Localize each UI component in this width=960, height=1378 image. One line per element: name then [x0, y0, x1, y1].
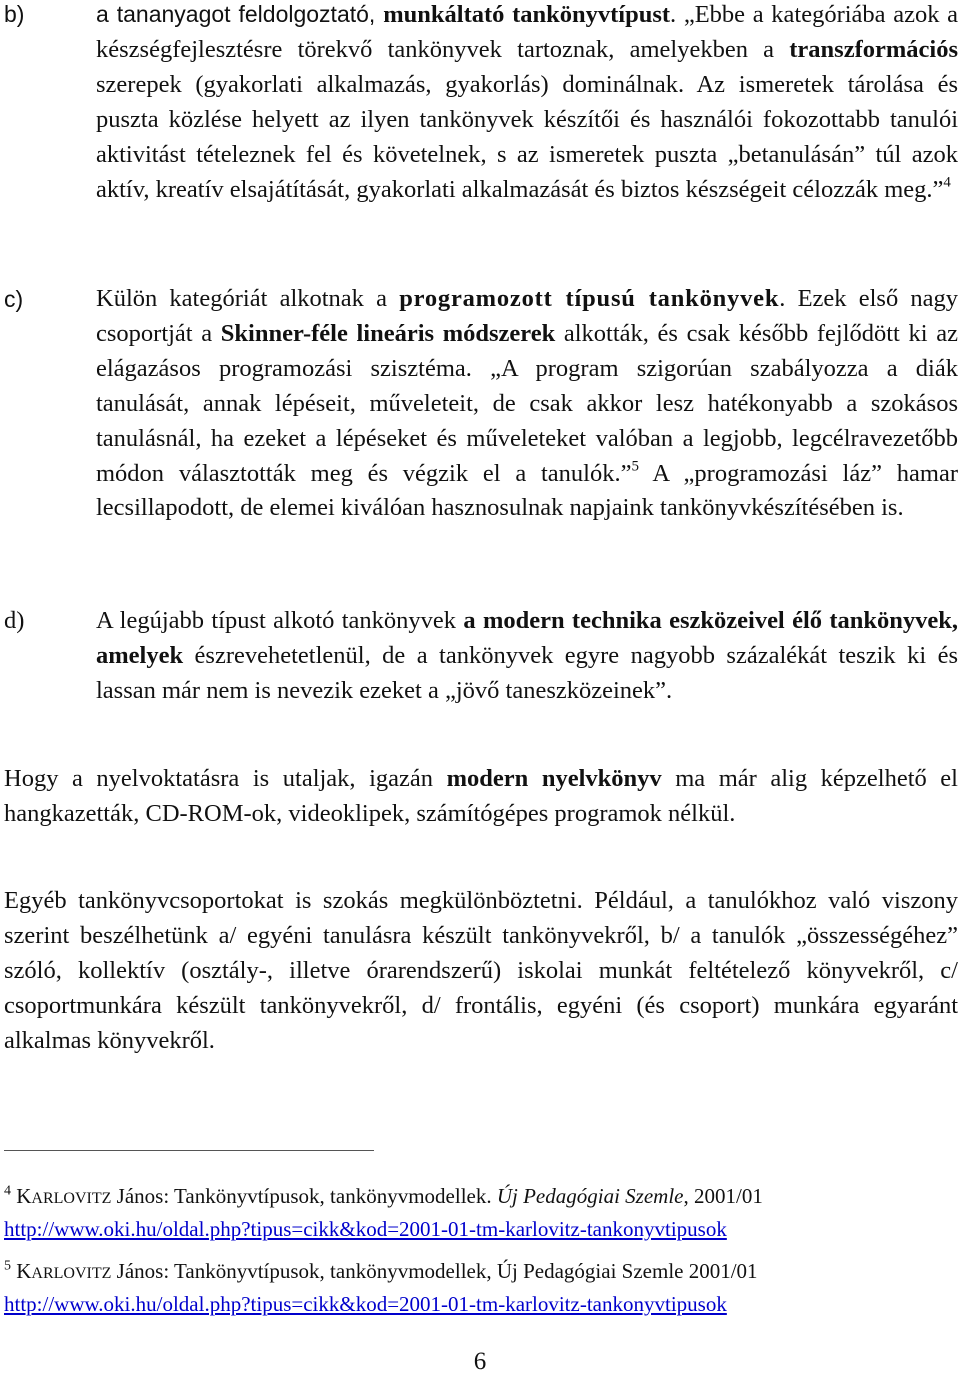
list-item-b-text: [96, 0, 958, 207]
footnote-5-number: 5: [4, 1258, 11, 1274]
list-item-b-emphasis: munkáltató tankönyvtípust: [383, 1, 671, 28]
paragraph-1-emphasis: modern nyelvkönyv: [446, 765, 662, 792]
list-marker-d: d): [4, 607, 25, 634]
footnote-4-number: 4: [4, 1183, 11, 1199]
list-item-b-emphasis-2: transzformációs: [789, 35, 958, 63]
footnote-5-link[interactable]: http://www.oki.hu/oldal.php?tipus=cikk&kod=2001-01-tm-karlovitz-tankonyvtipusok: [4, 1292, 727, 1316]
list-item-b-quote-rest: szerepek (gyakorlati alkalmazás, gyakorlás) dominálnak. Az ismeretek tárolása és puszta közlése helyett az ilyen tankönyvek készítői és használói fokozottabb tanulói aktivitást tételeznek fel és követelnek, s az ismeretek puszta „betanulásán” túl azok aktív, kreatív elsajátítását, gyakorlati alkalmazását és biztos készségeit célozzák meg.”: [96, 70, 958, 203]
footnote-4-author-initial: K: [16, 1184, 32, 1208]
list-item-c-emphasis: programozott típusú tankönyvek: [399, 285, 780, 312]
list-item-b-lead: a tananyagot feldolgoztató,: [96, 1, 384, 27]
paragraph-1-rest: ma már alig képzelhető el hangkazetták, CD-ROM-ok, videoklipek, számítógépes programok nélkül.: [4, 765, 958, 827]
footnote-ref-4: 4: [943, 174, 951, 191]
footnote-5-citation: [4, 1256, 958, 1289]
list-item-c-text-3: A „programozási láz” hamar lecsillapodott, de elemei kiválóan hasznosulnak napjaink tankönyvkészítésében is.: [96, 459, 958, 522]
footnote-5-author-initial: K: [16, 1259, 32, 1283]
footnote-4-citation: [4, 1181, 958, 1214]
paragraph-1-lead: Hogy a nyelvoktatásra is utaljak, igazán: [4, 765, 447, 792]
list-item-d-text: [96, 604, 958, 709]
list-item-c-lead: Külön kategóriát alkotnak a: [96, 285, 400, 312]
footnote-5: [4, 1256, 958, 1319]
list-item-d: [0, 604, 958, 709]
page-number: 6: [473, 1348, 487, 1375]
footnote-4-journal: Új Pedagógiai Szemle: [496, 1184, 684, 1208]
list-marker-b: b): [4, 1, 25, 27]
list-item-b-quote: . „Ebbe a kategóriába azok a készségfejlesztésre törekvő tankönyvek tartoznak, amelyekben a: [96, 1, 958, 63]
list-item-d-text-2: észrevehetetlenül, de a tankönyvek egyre nagyobb százalékát teszik ki és lassan már nem is nevezik ezeket a „jövő taneszközeinek”.: [96, 641, 958, 704]
list-item-c-text-2: . Ezek első nagy csoportját a: [96, 285, 958, 347]
paragraph-modern-language-book: [4, 762, 958, 832]
list-item-c-emphasis-2: Skinner-féle lineáris módszerek: [220, 319, 556, 347]
list-item-b: [0, 0, 958, 207]
list-item-c: [0, 282, 958, 526]
list-marker-c: c): [4, 286, 24, 312]
footnote-4-issue: , 2001/01: [683, 1184, 763, 1208]
footnote-ref-5: 5: [631, 458, 639, 475]
list-item-d-lead: A legújabb típust alkotó tankönyvek: [96, 607, 464, 634]
list-item-c-text: [96, 282, 958, 526]
footnote-4: [4, 1181, 958, 1244]
footnote-4-link[interactable]: http://www.oki.hu/oldal.php?tipus=cikk&kod=2001-01-tm-karlovitz-tankonyvtipusok: [4, 1217, 727, 1241]
footnote-4-author-rest: ARLOVITZ: [31, 1190, 112, 1207]
footnote-4-title: János: Tankönyvtípusok, tankönyvmodellek.: [111, 1184, 497, 1208]
footnote-5-title: János: Tankönyvtípusok, tankönyvmodellek, Új Pedagógiai Szemle 2001/01: [111, 1259, 758, 1283]
list-item-c-quote: alkották, és csak később fejlődött ki az elágazásos programozási szisztéma. „A program szigorúan szabályozza a diák tanulását, annak lépéseit, műveleteit, de csak akkor lesz hatékonyabb a szokásos tanulásnál, ha ezeket a lépéseket és műveleteket valóban a legjobb, legcélravezetőbb módon választották meg és végzik el a tanulók.”: [96, 319, 958, 487]
list-item-d-emphasis: a modern technika eszközeivel élő tankönyvek, amelyek: [96, 607, 958, 669]
footnote-separator: [4, 1150, 374, 1151]
footnote-4-url[interactable]: [4, 1214, 958, 1244]
footnote-5-author-rest: ARLOVITZ: [31, 1265, 112, 1282]
footnote-5-url[interactable]: [4, 1289, 958, 1319]
paragraph-other-groups: Egyéb tankönyvcsoportokat is szokás megkülönböztetni. Például, a tanulókhoz való viszony szerint beszélhetünk a/ egyéni tanulásra készült tankönyvekről, b/ a tanulók „összességéhez” szóló, kollektív (osztály-, illetve órarendszerű) iskolai munkát feltételező könyvekről, c/ csoportmunkára készült tankönyvekről, d/ frontális, egyéni (és csoport) munkára egyaránt alkalmas könyvekről.: [4, 887, 958, 1054]
